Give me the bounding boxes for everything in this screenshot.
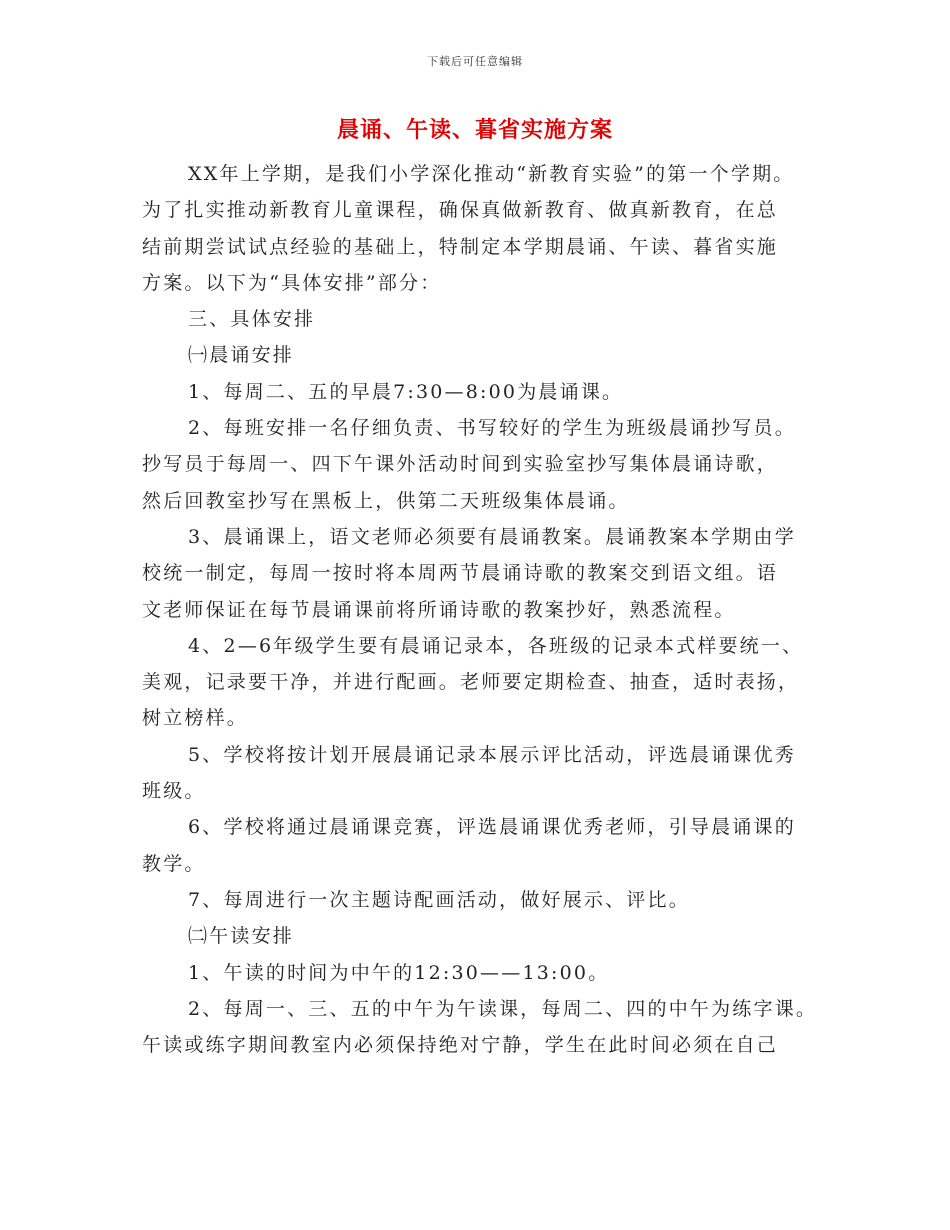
paragraph-line: 6、学校将通过晨诵课竞赛，评选晨诵课优秀老师，引导晨诵课的 xyxy=(188,816,796,839)
paragraph-line: 抄写员于每周一、四下午课外活动时间到实验室抄写集体晨诵诗歌， xyxy=(142,453,779,476)
paragraph-line: 2、每班安排一名仔细负责、书写较好的学生为班级晨诵抄写员。 xyxy=(188,417,796,440)
paragraph-line: 方案。以下为“具体安排”部分： xyxy=(142,271,442,294)
paragraph-line: 5、学校将按计划开展晨诵记录本展示评比活动，评选晨诵课优秀 xyxy=(188,743,796,766)
document-body xyxy=(142,156,832,1063)
page-header: 下载后可任意编辑 xyxy=(427,55,523,68)
paragraph-line: 3、晨诵课上，语文老师必须要有晨诵教案。晨诵教案本学期由学 xyxy=(188,525,796,548)
paragraph-line: 7、每周进行一次主题诗配画活动，做好展示、评比。 xyxy=(188,888,690,911)
paragraph-line: 美观，记录要干净，并进行配画。老师要定期检查、抽查，适时表扬， xyxy=(142,671,800,694)
paragraph-line: XX年上学期，是我们小学深化推动“新教育实验”的第一个学期。 xyxy=(188,163,795,185)
paragraph-line: 1、每周二、五的早晨7:30—8:00为晨诵课。 xyxy=(188,380,624,403)
paragraph-line: 午读或练字期间教室内必须保持绝对宁静，学生在此时间必须在自己 xyxy=(142,1034,779,1057)
paragraph-line: 结前期尝试试点经验的基础上，特制定本学期晨诵、午读、暮省实施 xyxy=(142,235,779,258)
paragraph-line: 校统一制定，每周一按时将本周两节晨诵诗歌的教案交到语文组。语 xyxy=(142,562,779,585)
paragraph-line: 教学。 xyxy=(142,852,206,875)
paragraph-line: 2、每周一、三、五的中午为午读课，每周二、四的中午为练字课。 xyxy=(188,997,818,1020)
paragraph-line: 文老师保证在每节晨诵课前将所诵诗歌的教案抄好，熟悉流程。 xyxy=(142,598,736,621)
paragraph-line: 1、午读的时间为中午的12:30——13:00。 xyxy=(188,961,610,984)
paragraph-line: 然后回教室抄写在黑板上，供第二天班级集体晨诵。 xyxy=(142,489,630,512)
paragraph-line: 班级。 xyxy=(142,780,206,803)
subsection-heading: ㈠晨诵安排 xyxy=(188,344,295,367)
subsection-heading: ㈡午读安排 xyxy=(188,925,295,948)
document-title: 晨诵、午读、暮省实施方案 xyxy=(336,117,613,143)
paragraph-line: 树立榜样。 xyxy=(142,707,249,730)
paragraph-line: 4、2—6年级学生要有晨诵记录本，各班级的记录本式样要统一、 xyxy=(188,634,804,657)
section-heading: 三、具体安排 xyxy=(188,308,316,331)
paragraph-line: 为了扎实推动新教育儿童课程，确保真做新教育、做真新教育，在总 xyxy=(142,199,779,222)
